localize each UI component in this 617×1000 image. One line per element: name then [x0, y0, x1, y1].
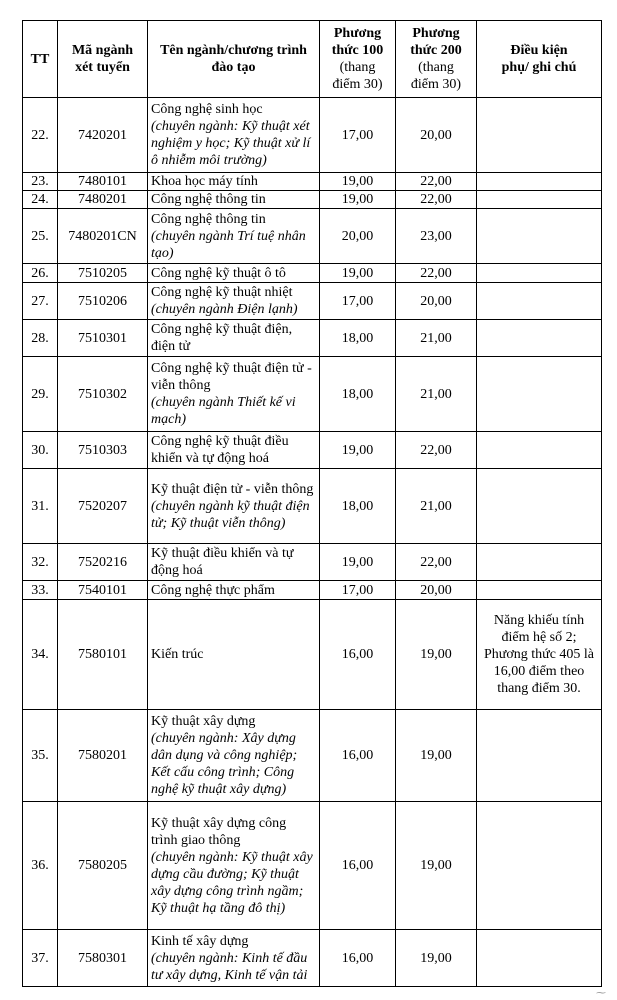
note-cell: Năng khiếu tính điểm hệ số 2; Phương thức 405 là 16,00 điểm theo thang điểm 30. — [477, 600, 602, 710]
table-row — [23, 191, 602, 209]
score-method-200: 22,00 — [396, 432, 477, 469]
program-code: 7480201CN — [58, 209, 148, 264]
program-specialization: (chuyên ngành: Kỹ thuật xét nghiệm y học; Kỹ thuật xử lí ô nhiễm môi trường) — [151, 119, 311, 168]
table-row — [23, 264, 602, 283]
score-method-200: 19,00 — [396, 600, 477, 710]
table-row — [23, 930, 602, 987]
note-cell — [477, 802, 602, 930]
table-row — [23, 98, 602, 173]
score-method-200: 21,00 — [396, 469, 477, 544]
program-name-cell — [148, 600, 320, 710]
row-number: 23. — [23, 173, 58, 191]
score-method-100: 18,00 — [320, 469, 396, 544]
score-method-200: 22,00 — [396, 173, 477, 191]
note-cell — [477, 283, 602, 320]
program-specialization: (chuyên ngành Trí tuệ nhân tạo) — [151, 228, 306, 261]
row-number: 26. — [23, 264, 58, 283]
program-name: Công nghệ thực phẩm — [151, 582, 275, 598]
table-row — [23, 581, 602, 600]
score-method-200: 20,00 — [396, 581, 477, 600]
program-specialization: (chuyên ngành Điện lạnh) — [151, 302, 298, 317]
program-name: Công nghệ kỹ thuật điện tử - viễn thông — [151, 361, 312, 393]
program-name: Công nghệ kỹ thuật điện, điện tử — [151, 322, 293, 354]
score-method-200: 22,00 — [396, 264, 477, 283]
program-name-cell — [148, 191, 320, 209]
program-name-cell — [148, 544, 320, 581]
score-method-200: 23,00 — [396, 209, 477, 264]
header-pt200: Phương thức 200 (thang điểm 30) — [396, 21, 477, 98]
program-name-cell — [148, 283, 320, 320]
table-row — [23, 600, 602, 710]
program-name-cell — [148, 581, 320, 600]
program-specialization: (chuyên ngành: Kỹ thuật xây dựng cầu đường; Kỹ thuật xây dựng công trình ngầm; Kỹ thuật hạ tầng đô thị) — [151, 849, 313, 916]
score-method-100: 18,00 — [320, 320, 396, 357]
note-cell — [477, 357, 602, 432]
table-row — [23, 802, 602, 930]
program-name: Kỹ thuật điều khiển và tự động hoá — [151, 546, 294, 578]
score-method-100: 19,00 — [320, 191, 396, 209]
program-name: Khoa học máy tính — [151, 174, 258, 189]
program-code: 7510302 — [58, 357, 148, 432]
table-row — [23, 209, 602, 264]
row-number: 31. — [23, 469, 58, 544]
row-number: 37. — [23, 930, 58, 987]
score-method-100: 19,00 — [320, 544, 396, 581]
program-code: 7480101 — [58, 173, 148, 191]
score-method-100: 16,00 — [320, 802, 396, 930]
program-specialization: (chuyên ngành: Xây dựng dân dụng và công nghiệp; Kết cấu công trình; Công nghệ kỹ thuật xây dựng) — [151, 731, 298, 797]
row-number: 30. — [23, 432, 58, 469]
note-cell — [477, 320, 602, 357]
score-method-100: 20,00 — [320, 209, 396, 264]
score-method-200: 19,00 — [396, 930, 477, 987]
score-method-200: 20,00 — [396, 98, 477, 173]
header-tt: TT — [23, 21, 58, 98]
score-method-200: 19,00 — [396, 710, 477, 802]
program-name: Kỹ thuật xây dựng công trình giao thông — [151, 815, 287, 848]
header-dieu-kien: Điều kiện phụ/ ghi chú — [477, 21, 602, 98]
table-row — [23, 432, 602, 469]
program-code: 7540101 — [58, 581, 148, 600]
score-method-100: 18,00 — [320, 357, 396, 432]
program-specialization: (chuyên ngành: Kinh tế đầu tư xây dựng, Kinh tế vận tải — [151, 950, 308, 983]
program-name-cell — [148, 320, 320, 357]
note-cell — [477, 191, 602, 209]
score-method-100: 16,00 — [320, 710, 396, 802]
row-number: 25. — [23, 209, 58, 264]
score-method-200: 20,00 — [396, 283, 477, 320]
program-name: Công nghệ kỹ thuật nhiệt — [151, 285, 293, 300]
row-number: 35. — [23, 710, 58, 802]
program-name-cell — [148, 930, 320, 987]
program-name: Công nghệ kỹ thuật ô tô — [151, 265, 286, 281]
program-name: Công nghệ sinh học — [151, 102, 263, 117]
score-method-100: 17,00 — [320, 98, 396, 173]
program-code: 7580205 — [58, 802, 148, 930]
row-number: 22. — [23, 98, 58, 173]
corner-mark: ⁓ — [596, 988, 606, 999]
table-row — [23, 283, 602, 320]
score-method-200: 21,00 — [396, 357, 477, 432]
program-name: Kinh tế xây dựng — [151, 933, 249, 949]
header-pt100: Phương thức 100 (thang điểm 30) — [320, 21, 396, 98]
score-method-100: 17,00 — [320, 581, 396, 600]
score-method-100: 17,00 — [320, 283, 396, 320]
row-number: 34. — [23, 600, 58, 710]
program-name: Kiến trúc — [151, 647, 204, 662]
program-code: 7510301 — [58, 320, 148, 357]
program-name-cell — [148, 469, 320, 544]
program-name: Công nghệ kỹ thuật điều khiển và tự động hoá — [151, 434, 289, 466]
score-method-100: 19,00 — [320, 173, 396, 191]
row-number: 36. — [23, 802, 58, 930]
table-row — [23, 710, 602, 802]
score-method-200: 22,00 — [396, 191, 477, 209]
table-row — [23, 357, 602, 432]
program-code: 7480201 — [58, 191, 148, 209]
program-name: Công nghệ thông tin — [151, 192, 266, 207]
score-method-100: 16,00 — [320, 930, 396, 987]
program-name: Kỹ thuật xây dựng — [151, 714, 256, 729]
program-code: 7520207 — [58, 469, 148, 544]
program-code: 7520216 — [58, 544, 148, 581]
program-specialization: (chuyên ngành Thiết kế vi mạch) — [151, 395, 296, 427]
score-method-200: 22,00 — [396, 544, 477, 581]
program-name-cell — [148, 98, 320, 173]
program-name: Công nghệ thông tin — [151, 211, 266, 227]
row-number: 33. — [23, 581, 58, 600]
table-row — [23, 544, 602, 581]
row-number: 32. — [23, 544, 58, 581]
score-method-100: 19,00 — [320, 264, 396, 283]
program-code: 7510303 — [58, 432, 148, 469]
header-ma-nganh: Mã ngành xét tuyển — [58, 21, 148, 98]
header-ten-nganh: Tên ngành/chương trình đào tạo — [148, 21, 320, 98]
note-cell — [477, 173, 602, 191]
table-row — [23, 469, 602, 544]
program-code: 7510205 — [58, 264, 148, 283]
row-number: 27. — [23, 283, 58, 320]
note-cell — [477, 581, 602, 600]
program-code: 7420201 — [58, 98, 148, 173]
program-name-cell — [148, 802, 320, 930]
row-number: 24. — [23, 191, 58, 209]
table-header-row — [23, 21, 602, 98]
row-number: 28. — [23, 320, 58, 357]
note-cell — [477, 209, 602, 264]
program-specialization: (chuyên ngành kỹ thuật điện tử; Kỹ thuật viễn thông) — [151, 498, 310, 531]
program-code: 7580101 — [58, 600, 148, 710]
program-name-cell — [148, 357, 320, 432]
note-cell — [477, 544, 602, 581]
table-row — [23, 173, 602, 191]
score-method-100: 16,00 — [320, 600, 396, 710]
note-cell — [477, 930, 602, 987]
program-code: 7580301 — [58, 930, 148, 987]
note-cell — [477, 264, 602, 283]
score-method-200: 21,00 — [396, 320, 477, 357]
program-name-cell — [148, 432, 320, 469]
program-name: Kỹ thuật điện tử - viễn thông — [151, 481, 314, 497]
note-cell — [477, 432, 602, 469]
row-number: 29. — [23, 357, 58, 432]
program-name-cell — [148, 173, 320, 191]
program-name-cell — [148, 209, 320, 264]
note-cell — [477, 710, 602, 802]
score-method-100: 19,00 — [320, 432, 396, 469]
note-cell — [477, 98, 602, 173]
program-code: 7580201 — [58, 710, 148, 802]
score-method-200: 19,00 — [396, 802, 477, 930]
admission-score-table — [22, 20, 602, 987]
table-row — [23, 320, 602, 357]
program-name-cell — [148, 710, 320, 802]
program-name-cell — [148, 264, 320, 283]
program-code: 7510206 — [58, 283, 148, 320]
note-cell — [477, 469, 602, 544]
